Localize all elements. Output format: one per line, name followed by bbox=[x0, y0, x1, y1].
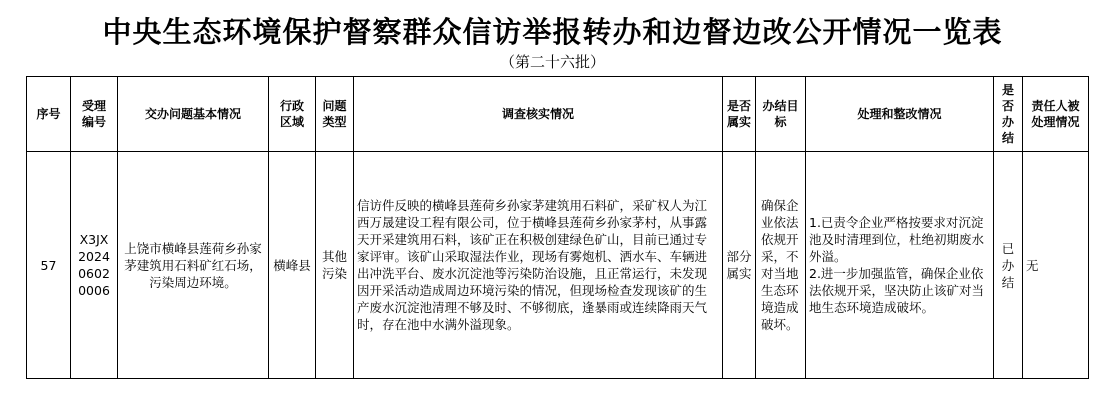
header-goal: 办结目标 bbox=[756, 77, 806, 152]
petition-report-table bbox=[26, 76, 1089, 379]
header-seq: 序号 bbox=[27, 77, 71, 152]
table-header-row bbox=[27, 77, 1089, 152]
page-title: 中央生态环境保护督察群众信访举报转办和边督边改公开情况一览表 bbox=[102, 15, 1003, 49]
header-verified: 是否属实 bbox=[723, 77, 756, 152]
header-rectification: 处理和整改情况 bbox=[806, 77, 994, 152]
cell-summary: 上饶市横峰县莲荷乡孙家茅建筑用石料矿红石场，污染周边环境。 bbox=[118, 152, 269, 379]
table-row bbox=[27, 152, 1089, 379]
header-issue-type: 问题类型 bbox=[316, 77, 354, 152]
header-case-no: 受理编号 bbox=[71, 77, 118, 152]
batch-subtitle: （第二十六批） bbox=[499, 53, 605, 71]
cell-verified: 部分属实 bbox=[723, 152, 756, 379]
header-summary: 交办问题基本情况 bbox=[118, 77, 269, 152]
header-closed: 是否办结 bbox=[994, 77, 1023, 152]
cell-region: 横峰县 bbox=[269, 152, 316, 379]
cell-rectification: 1.已责令企业严格按要求对沉淀池及时清理到位，杜绝初期废水外溢。 2.进一步加强监管，确保企业依法依规开采，坚决防止该矿对当地生态环境造成破坏。 bbox=[806, 152, 994, 379]
cell-investigation: 信访件反映的横峰县莲荷乡孙家茅建筑用石料矿，采矿权人为江西万晟建设工程有限公司，位于横峰县莲荷乡孙家茅村，从事露天开采建筑用石料，该矿正在积极创建绿色矿山，目前已通过专家评审。该矿山采取湿法作业，现场有雾炮机、洒水车、车辆进出冲洗平台、废水沉淀池等污染防治设施，且正常运行，未发现因开采活动造成周边环境污染的情况，但现场检查发现该矿的生产废水沉淀池清理不够及时、不够彻底，逢暴雨或连续降雨天气时，存在池中水满外溢现象。 bbox=[354, 152, 723, 379]
cell-accountability: 无 bbox=[1023, 152, 1089, 379]
cell-issue-type: 其他污染 bbox=[316, 152, 354, 379]
cell-closed: 已办结 bbox=[994, 152, 1023, 379]
header-accountability: 责任人被处理情况 bbox=[1023, 77, 1089, 152]
cell-goal: 确保企业依法依规开采，不对当地生态环境造成破坏。 bbox=[756, 152, 806, 379]
header-investigation: 调查核实情况 bbox=[354, 77, 723, 152]
cell-case-no: X3JX202406020006 bbox=[71, 152, 118, 379]
cell-seq: 57 bbox=[27, 152, 71, 379]
header-region: 行政区域 bbox=[269, 77, 316, 152]
